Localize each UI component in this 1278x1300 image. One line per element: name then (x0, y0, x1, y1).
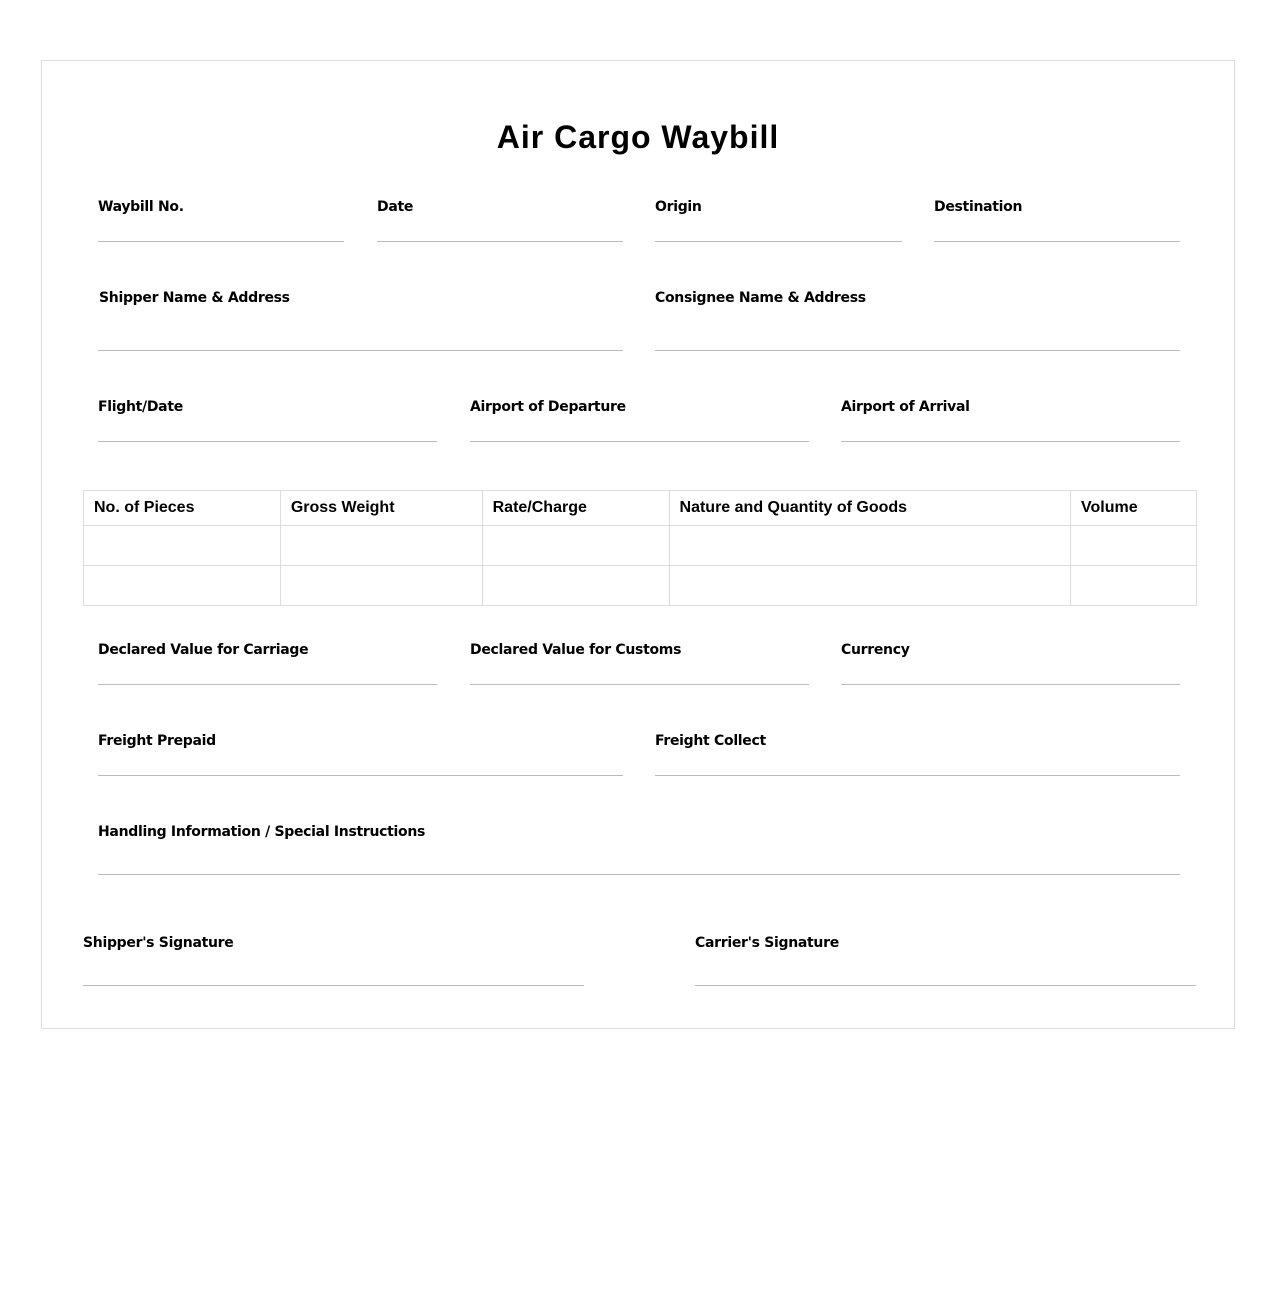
col-header-nature-goods: Nature and Quantity of Goods (669, 491, 1071, 526)
destination-input-line[interactable] (934, 241, 1180, 242)
declared-value-carriage-label: Declared Value for Carriage (98, 642, 309, 658)
airport-arrival-field[interactable] (841, 399, 1180, 443)
table-row (84, 526, 1197, 566)
consignee-name-address-label: Consignee Name & Address (655, 290, 866, 306)
declared-value-customs-field[interactable] (470, 642, 809, 686)
freight-prepaid-input-line[interactable] (98, 775, 623, 776)
declared-value-customs-label: Declared Value for Customs (470, 642, 682, 658)
col-header-rate-charge: Rate/Charge (482, 491, 669, 526)
carrier-signature-line[interactable] (695, 985, 1196, 986)
declared-value-carriage-field[interactable] (98, 642, 437, 686)
currency-field[interactable] (841, 642, 1180, 686)
waybill-form (41, 60, 1235, 1029)
shipper-signature-label: Shipper's Signature (83, 935, 234, 951)
col-header-gross-weight: Gross Weight (280, 491, 482, 526)
freight-collect-input-line[interactable] (655, 775, 1180, 776)
col-header-pieces: No. of Pieces (84, 491, 281, 526)
shipper-name-address-input-line[interactable] (98, 350, 623, 351)
flight-date-input-line[interactable] (98, 441, 437, 442)
origin-label: Origin (655, 199, 702, 215)
date-input-line[interactable] (377, 241, 623, 242)
handling-information-input-line[interactable] (98, 874, 1180, 875)
cell-rate-charge[interactable] (482, 526, 669, 566)
goods-table (83, 490, 1197, 606)
carrier-signature-label: Carrier's Signature (695, 935, 839, 951)
destination-field[interactable] (934, 199, 1180, 243)
waybill-no-label: Waybill No. (98, 199, 184, 215)
table-row (84, 566, 1197, 606)
freight-collect-field[interactable] (655, 733, 1180, 777)
shipper-signature-line[interactable] (83, 985, 584, 986)
flight-date-label: Flight/Date (98, 399, 183, 415)
flight-date-field[interactable] (98, 399, 437, 443)
cell-pieces[interactable] (84, 566, 281, 606)
airport-departure-field[interactable] (470, 399, 809, 443)
airport-arrival-label: Airport of Arrival (841, 399, 970, 415)
airport-departure-label: Airport of Departure (470, 399, 626, 415)
shipper-name-address-field[interactable] (98, 290, 623, 352)
date-label: Date (377, 199, 414, 215)
page-title: Air Cargo Waybill (496, 119, 780, 155)
declared-value-customs-input-line[interactable] (470, 684, 809, 685)
col-header-volume: Volume (1071, 491, 1197, 526)
airport-departure-input-line[interactable] (470, 441, 809, 442)
consignee-name-address-field[interactable] (655, 290, 1180, 352)
handling-information-label: Handling Information / Special Instructions (98, 824, 426, 840)
cell-gross-weight[interactable] (280, 566, 482, 606)
freight-prepaid-field[interactable] (98, 733, 623, 777)
cell-volume[interactable] (1071, 566, 1197, 606)
declared-value-carriage-input-line[interactable] (98, 684, 437, 685)
handling-information-field[interactable] (98, 824, 1180, 876)
cell-rate-charge[interactable] (482, 566, 669, 606)
currency-input-line[interactable] (841, 684, 1180, 685)
shipper-signature-field[interactable] (83, 935, 584, 987)
cell-pieces[interactable] (84, 526, 281, 566)
consignee-name-address-input-line[interactable] (655, 350, 1180, 351)
cell-nature-goods[interactable] (669, 566, 1071, 606)
destination-label: Destination (934, 199, 1023, 215)
waybill-no-field[interactable] (98, 199, 344, 243)
cell-nature-goods[interactable] (669, 526, 1071, 566)
shipper-name-address-label: Shipper Name & Address (99, 290, 290, 306)
freight-prepaid-label: Freight Prepaid (98, 733, 216, 749)
currency-label: Currency (841, 642, 910, 658)
freight-collect-label: Freight Collect (655, 733, 766, 749)
carrier-signature-field[interactable] (695, 935, 1196, 987)
airport-arrival-input-line[interactable] (841, 441, 1180, 442)
origin-input-line[interactable] (655, 241, 902, 242)
date-field[interactable] (377, 199, 623, 243)
table-header-row (84, 491, 1197, 526)
waybill-no-input-line[interactable] (98, 241, 344, 242)
cell-gross-weight[interactable] (280, 526, 482, 566)
origin-field[interactable] (655, 199, 902, 243)
cell-volume[interactable] (1071, 526, 1197, 566)
